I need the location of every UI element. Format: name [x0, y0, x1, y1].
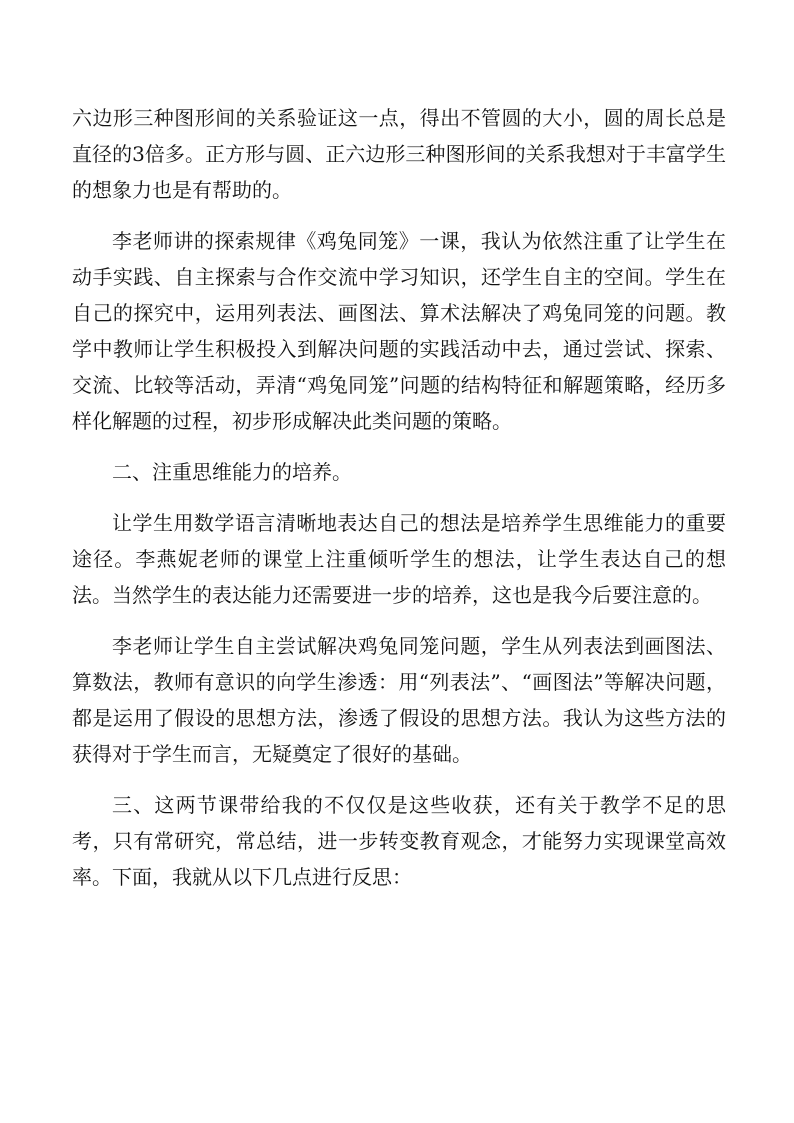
paragraph-chicken-rabbit-lesson: 李老师讲的探索规律《鸡兔同笼》一课，我认为依然注重了让学生在动手实践、自主探索与合作交流中学习知识，还学生自主的空间。学生在自己的探究中，运用列表法、画图法、算术法解决了鸡兔同笼的问题。教学中教师让学生积极投入到解决问题的实践活动中去，通过尝试、探索、交流、比较等活动，弄清“鸡兔同笼”问题的结构特征和解题策略，经历多样化解题的过程，初步形成解决此类问题的策略。: [72, 229, 726, 433]
paragraph-math-language: 让学生用数学语言清晰地表达自己的想法是培养学生思维能力的重要途径。李燕妮老师的课堂上注重倾听学生的想法，让学生表达自己的想法。当然学生的表达能力还需要进一步的培养，这也是我今后要注意的。: [72, 511, 726, 607]
paragraph-assumption-method: 李老师让学生自主尝试解决鸡兔同笼问题，学生从列表法到画图法、算数法，教师有意识的向学生渗透：用“列表法”、“画图法”等解决问题，都是运用了假设的思想方法，渗透了假设的思想方法。我认为这些方法的获得对于学生而言，无疑奠定了很好的基础。: [72, 634, 726, 766]
section-heading-thinking-ability: 二、注重思维能力的培养。: [112, 460, 352, 484]
paragraph-continuation: 六边形三种图形间的关系验证这一点，得出不管圆的大小，圆的周长总是直径的3倍多。正方形与圆、正六边形三种图形间的关系我想对于丰富学生的想象力也是有帮助的。: [72, 106, 726, 202]
document-body: [72, 100, 726, 910]
section-heading-reflection: 三、这两节课带给我的不仅仅是这些收获，还有关于教学不足的思考，只有常研究，常总结，进一步转变教育观念，才能努力实现课堂高效率。下面，我就从以下几点进行反思：: [72, 793, 726, 889]
